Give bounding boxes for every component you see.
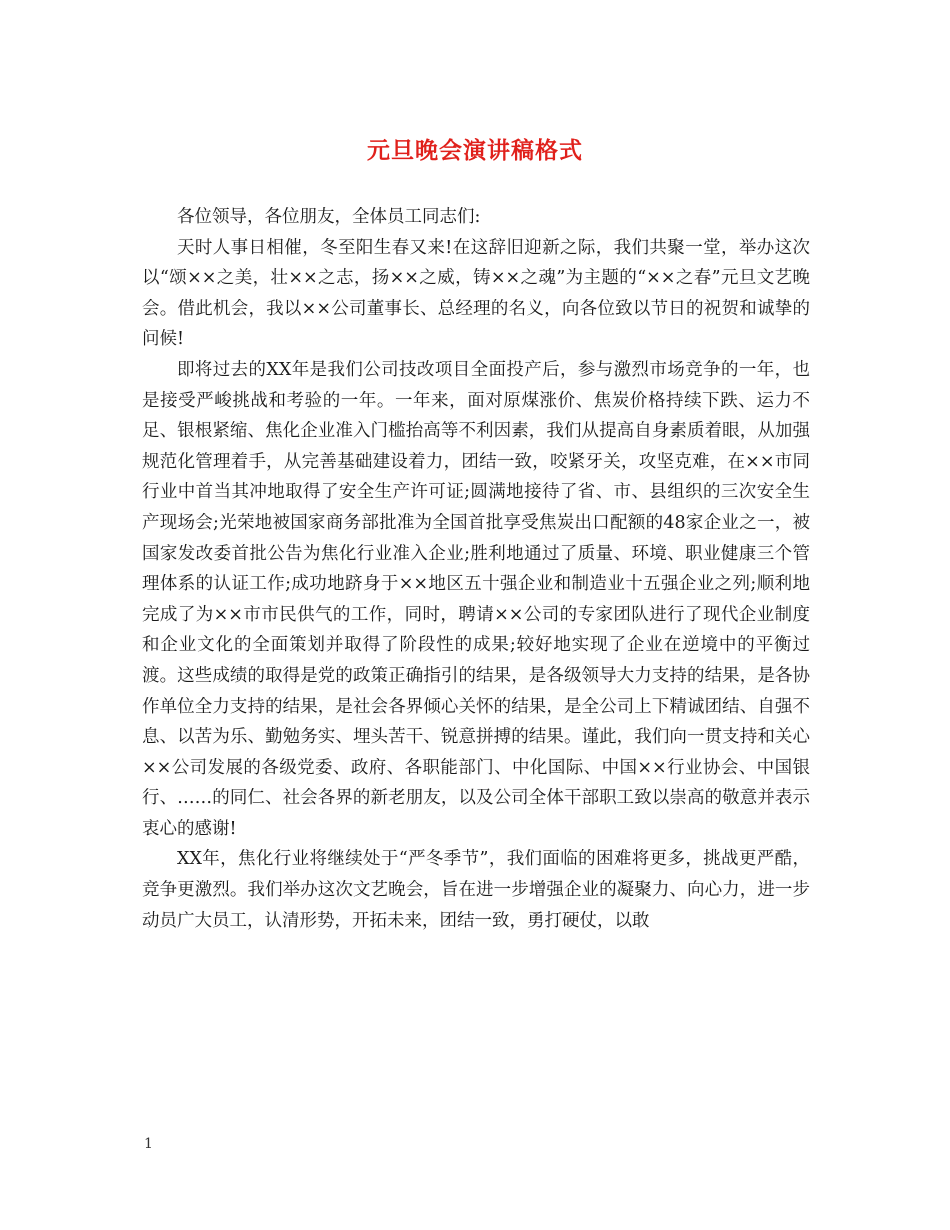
document-title: 元旦晚会演讲稿格式: [367, 137, 583, 164]
page-number: 1: [144, 1136, 153, 1152]
paragraph-greeting: 各位领导，各位朋友，全体员工同志们:: [177, 207, 481, 227]
document-body: [142, 202, 810, 936]
paragraph-opening: 天时人事日相催，冬至阳生春又来!在这辞旧迎新之际，我们共聚一堂，举办这次以“颂××之美，壮××之志，扬××之威，铸××之魂”为主题的“××之春”元旦文艺晚会。借此机会，我以××公司董事长、总经理的名义，向各位致以节日的祝贺和诚挚的问候!: [142, 237, 810, 350]
paragraph-outlook: XX年，焦化行业将继续处于“严冬季节”，我们面临的困难将更多，挑战更严酷，竞争更激烈。我们举办这次文艺晚会，旨在进一步增强企业的凝聚力、向心力，进一步动员广大员工，认清形势，开拓未来，团结一致，勇打硬仗，以敢: [142, 849, 810, 931]
paragraph-achievements: 即将过去的XX年是我们公司技改项目全面投产后，参与激烈市场竞争的一年，也是接受严峻挑战和考验的一年。一年来，面对原煤涨价、焦炭价格持续下跌、运力不足、银根紧缩、焦化企业准入门槛抬高等不利因素，我们从提高自身素质着眼，从加强规范化管理着手，从完善基础建设着力，团结一致，咬紧牙关，攻坚克难，在××市同行业中首当其冲地取得了安全生产许可证;圆满地接待了省、市、县组织的三次安全生产现场会;光荣地被国家商务部批准为全国首批享受焦炭出口配额的48家企业之一，被国家发改委首批公告为焦化行业准入企业;胜利地通过了质量、环境、职业健康三个管理体系的认证工作;成功地跻身于××地区五十强企业和制造业十五强企业之列;顺利地完成了为××市市民供气的工作，同时，聘请××公司的专家团队进行了现代企业制度和企业文化的全面策划并取得了阶段性的成果;较好地实现了企业在逆境中的平衡过渡。这些成绩的取得是党的政策正确指引的结果，是各级领导大力支持的结果，是各协作单位全力支持的结果，是社会各界倾心关怀的结果，是全公司上下精诚团结、自强不息、以苦为乐、勤勉务实、埋头苦干、锐意拼搏的结果。谨此，我们向一贯支持和关心××公司发展的各级党委、政府、各职能部门、中化国际、中国××行业协会、中国银行、……的同仁、社会各界的新老朋友，以及公司全体干部职工致以崇高的敬意并表示衷心的感谢!: [142, 359, 810, 839]
